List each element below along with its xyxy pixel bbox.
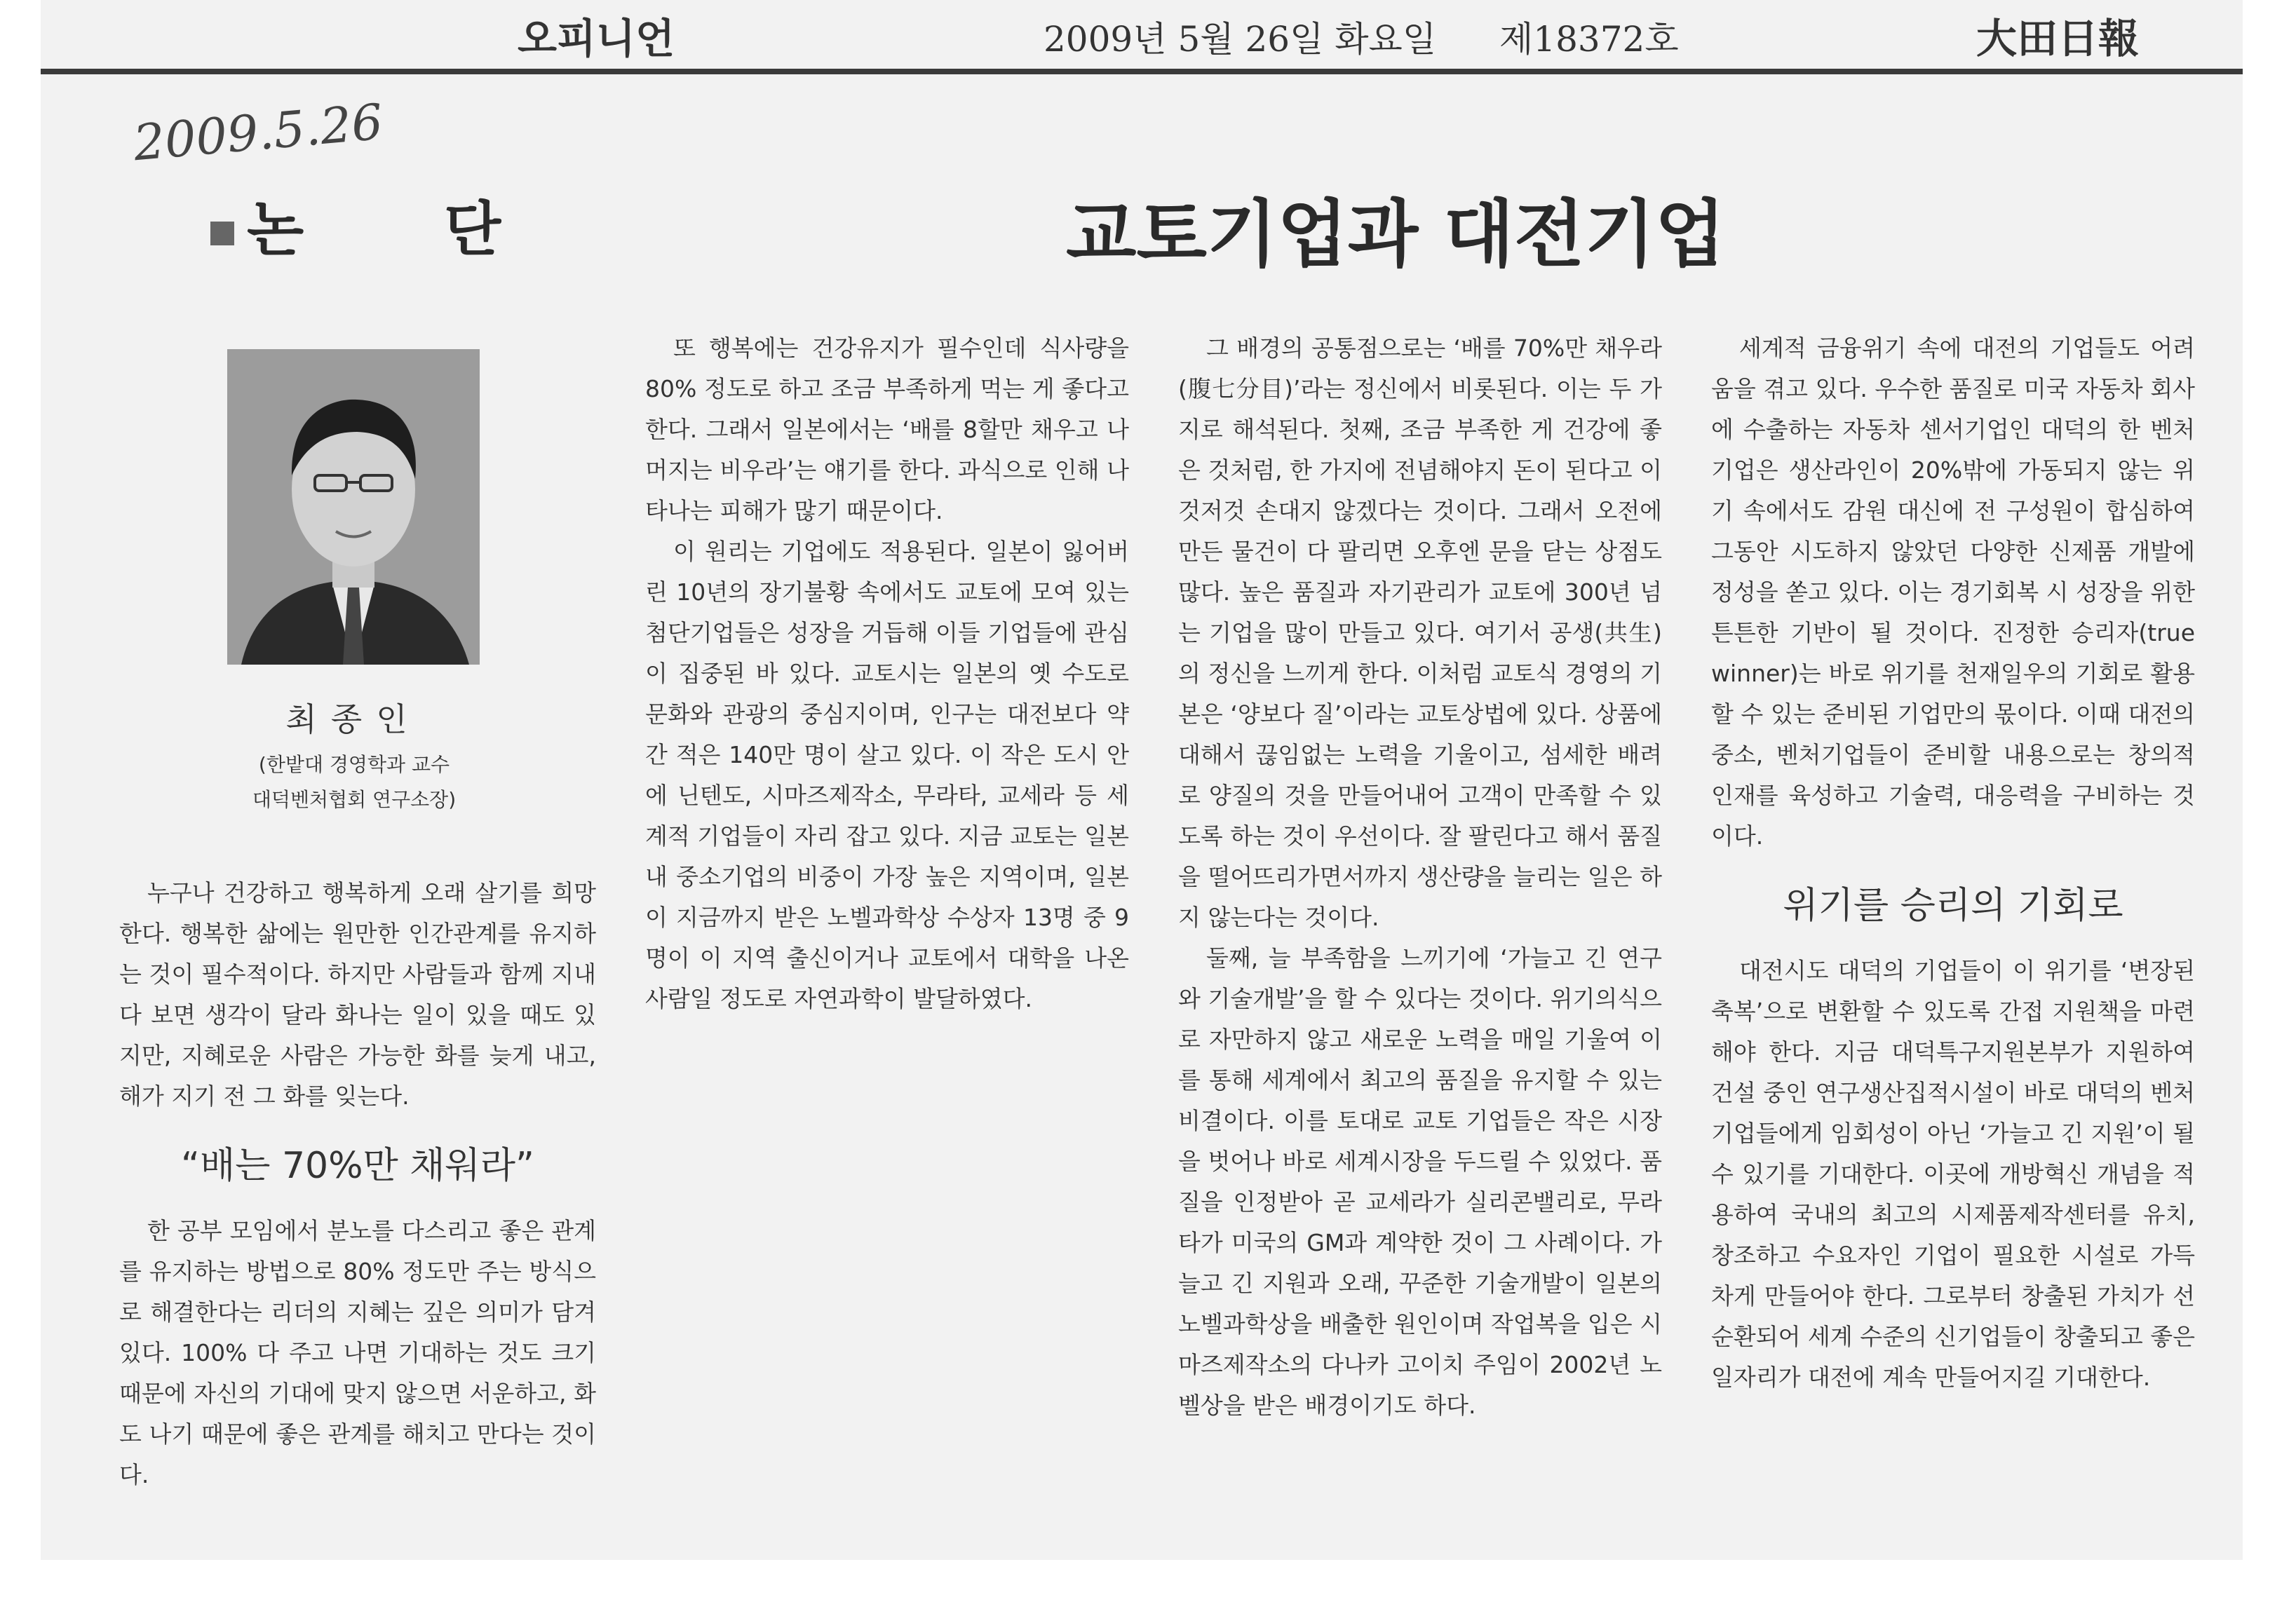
- masthead-issue: 제18372호: [1499, 19, 1679, 60]
- article-paragraph-5: 그 배경의 공통점으로는 ‘배를 70%만 채우라(腹七分目)’라는 정신에서 비롯된다. 이는 두 가지로 해석된다. 첫째, 조금 부족한 게 건강에 좋은 것처럼, 한 가지에 전념해야지 돈이 된다고 이것저것 손대지 않겠다는 것이다. 그래서 오전에 만든 물건이 다 팔리면 오후엔 문을 닫는 상점도 많다. 높은 품질과 자기관리가 교토에 300년 넘는 기업을 많이 만들고 있다. 여기서 공생(共生)의 정신을 느끼게 한다. 이처럼 교토식 경영의 기본은 ‘양보다 질’이라는 교토상법에 있다. 상품에 대해서 끊임없는 노력을 기울이고, 섬세한 배려로 양질의 것을 만들어내어 고객이 만족할 수 있도록 하는 것이 우선이다. 잘 팔린다고 해서 품질을 떨어뜨리가면서까지 생산량을 늘리는 일은 하지 않는다는 것이다.: [1178, 334, 1663, 931]
- article-paragraph-2: 한 공부 모임에서 분노를 다스리고 좋은 관계를 유지하는 방법으로 80% 정도만 주는 방식으로 해결한다는 리더의 지혜는 깊은 의미가 담겨 있다. 100% 다 주고 나면 기대하는 것도 크기 때문에 자신의 기대에 맞지 않으면 서운하고, 화도 나기 때문에 좋은 관계를 해치고 만다는 것이다.: [119, 1217, 596, 1488]
- article-column-1: [119, 873, 596, 1495]
- article-paragraph-4: 이 원리는 기업에도 적용된다. 일본이 잃어버린 10년의 장기불황 속에서도 교토에 모여 있는 첨단기업들은 성장을 거듭해 이들 기업들에 관심이 집중된 바 있다. 교토시는 일본의 옛 수도로 문화와 관광의 중심지이며, 인구는 대전보다 약간 적은 140만 명이 살고 있다. 이 작은 도시 안에 닌텐도, 시마즈제작소, 무라타, 교세라 등 세계적 기업들이 자리 잡고 있다. 지금 교토는 일본 내 중소기업의 비중이 가장 높은 지역이며, 일본이 지금까지 받은 노벨과학상 수상자 13명 중 9명이 이 지역 출신이거나 교토에서 대학을 나온 사람일 정도로 자연과학이 발달하였다.: [645, 538, 1130, 1012]
- masthead-paper-name: 大田日報: [1976, 15, 2140, 62]
- author-name: 최종인: [285, 700, 421, 738]
- masthead: [41, 0, 2243, 74]
- article-paragraph-6: 둘째, 늘 부족함을 느끼기에 ‘가늘고 긴 연구와 기술개발’을 할 수 있다는 것이다. 위기의식으로 자만하지 않고 새로운 노력을 매일 기울여 이를 통해 세계에서 최고의 품질을 유지할 수 있는 비결이다. 이를 토대로 교토 기업들은 작은 시장을 벗어나 바로 세계시장을 두드릴 수 있었다. 품질을 인정받아 곧 교세라가 실리콘밸리로, 무라타가 미국의 GM과 계약한 것이 그 사례이다. 가늘고 긴 지원과 오래, 꾸준한 기술개발이 일본의 노벨과학상을 배출한 원인이며 작업복을 입은 시마즈제작소의 다나카 고이치 주임이 2002년 노벨상을 받은 배경이기도 하다.: [1178, 944, 1663, 1419]
- author-photo: [227, 349, 480, 665]
- column-label-part2: 단: [444, 195, 501, 264]
- square-bullet-icon: [210, 222, 234, 245]
- article-column-4: [1711, 328, 2195, 1398]
- handwritten-date: 2009.5.26: [131, 93, 386, 172]
- article-paragraph-7: 세계적 금융위기 속에 대전의 기업들도 어려움을 겪고 있다. 우수한 품질로 미국 자동차 회사에 수출하는 자동차 센서기업인 대덕의 한 벤처기업은 생산라인이 20%밖에 가동되지 않는 위기 속에서도 감원 대신에 전 구성원이 합심하여 그동안 시도하지 않았던 다양한 신제품 개발에 정성을 쏟고 있다. 이는 경기회복 시 성장을 위한 튼튼한 기반이 될 것이다. 진정한 승리자(true winner)는 바로 위기를 천재일우의 기회로 활용할 수 있는 준비된 기업만의 몫이다. 이때 대전의 중소, 벤처기업들이 준비할 내용으로는 창의적 인재를 육성하고 기술력, 대응력을 구비하는 것이다.: [1711, 334, 2195, 850]
- author-portrait-image: [227, 349, 480, 665]
- masthead-date: 2009년 5월 26일 화요일: [1044, 19, 1437, 60]
- author-affiliation-line1: (한밭대 경영학과 교수: [258, 753, 450, 776]
- article-column-2: [645, 328, 1129, 1019]
- author-affiliation: [196, 747, 512, 817]
- article-paragraph-3: 또 행복에는 건강유지가 필수인데 식사량을 80% 정도로 하고 조금 부족하게 먹는 게 좋다고 한다. 그래서 일본에서는 ‘배를 8할만 채우고 나머지는 비우라’는 얘기를 한다. 과식으로 인해 나타나는 피해가 많기 때문이다.: [645, 334, 1129, 524]
- column-label: [210, 182, 501, 267]
- article-subhead-2: 위기를 승리의 기회로: [1783, 885, 2123, 927]
- author-affiliation-line2: 대덕벤처협회 연구소장): [252, 788, 457, 811]
- article-paragraph-8: 대전시도 대덕의 기업들이 이 위기를 ‘변장된 축복’으로 변환할 수 있도록 간접 지원책을 마련해야 한다. 지금 대덕특구지원본부가 지원하여 건설 중인 연구생산집적시설이 바로 대덕의 벤처기업들에게 임회성이 아닌 ‘가늘고 긴 지원’이 될 수 있기를 기대한다. 이곳에 개방혁신 개념을 적용하여 국내의 최고의 시제품제작센터를 유치, 창조하고 수요자인 기업이 필요한 시설로 가득 차게 만들어야 한다. 그로부터 창출된 가치가 선순환되어 세계 수준의 신기업들이 창출되고 좋은 일자리가 대전에 계속 만들어지길 기대한다.: [1711, 957, 2196, 1391]
- article-paragraph-1: 누구나 건강하고 행복하게 오래 살기를 희망한다. 행복한 삶에는 원만한 인간관계를 유지하는 것이 필수적이다. 하지만 사람들과 함께 지내다 보면 생각이 달라 화나는 일이 있을 때도 있지만, 지혜로운 사람은 가능한 화를 늦게 내고, 해가 지기 전 그 화를 잊는다.: [119, 879, 596, 1110]
- headline: 교토기업과 대전기업: [1066, 191, 1726, 277]
- article-column-3: [1178, 328, 1662, 1426]
- masthead-section: 오피니언: [518, 15, 675, 62]
- column-label-part1: 논: [247, 195, 304, 264]
- article-subhead-1: “배는 70%만 채워라”: [181, 1145, 534, 1187]
